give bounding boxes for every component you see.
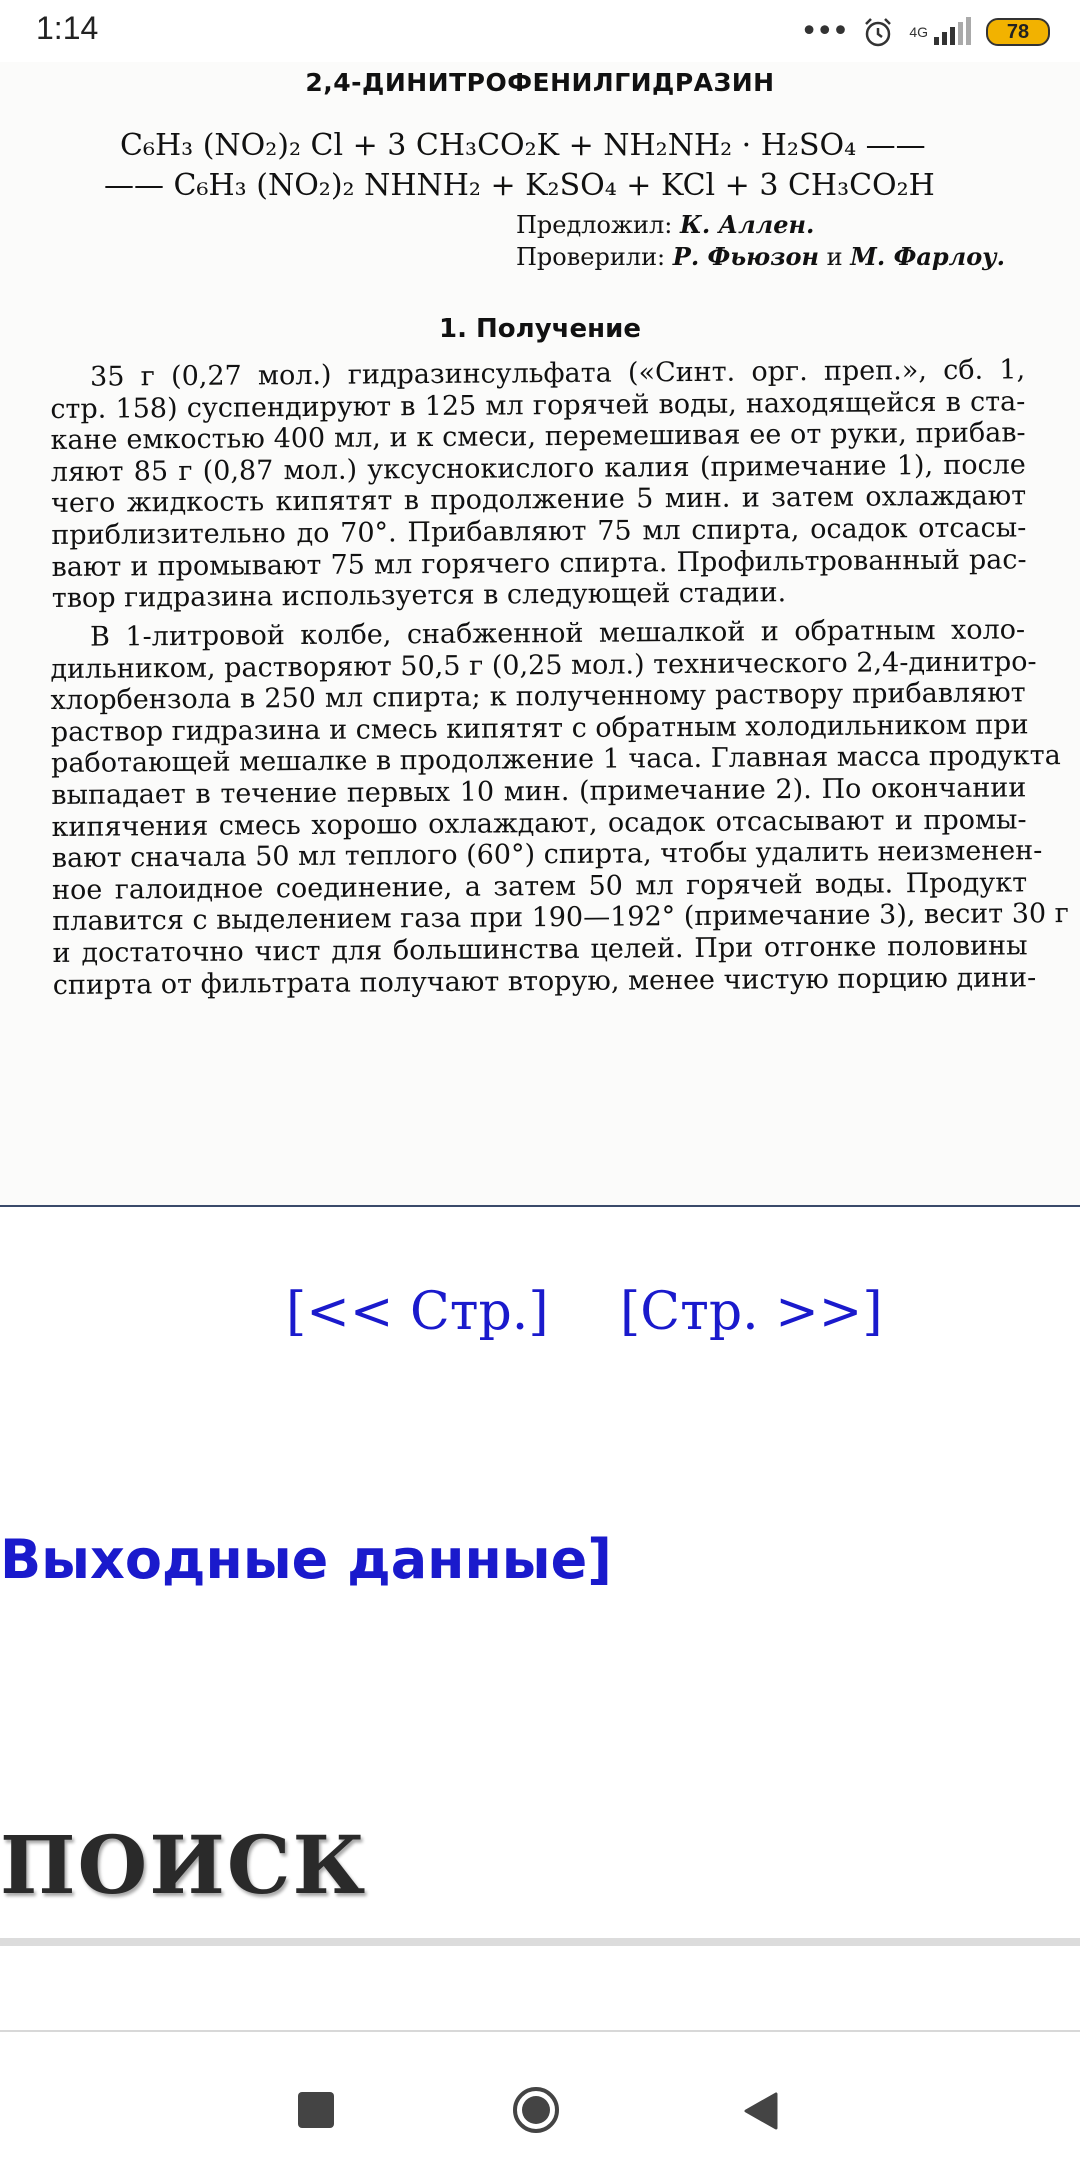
equation-line-2: —— C₆H₃ (NO₂)₂ NHNH₂ + K₂SO₄ + KCl + 3 CH₃CO₂H: [104, 168, 935, 203]
text-line: В 1-литровой колбе, снабженной мешалкой и обратным холо-: [89, 614, 1026, 653]
more-notifications-icon: •••: [800, 14, 848, 49]
equation-line-1: C₆H₃ (NO₂)₂ Cl + 3 CH₃CO₂K + NH₂NH₂ · H₂SO₄ ——: [120, 128, 926, 163]
prev-page-link[interactable]: [<< Стр.]: [286, 1282, 549, 1342]
search-heading: ПОИСК: [0, 1818, 368, 1912]
text-line: стр. 158) суспендируют в 125 мл горячей воды, находящейся в ста-: [50, 385, 1026, 425]
paragraph-2: [50, 614, 1069, 1001]
scanned-page-image: [0, 62, 1080, 1207]
paragraph-1: [50, 354, 1027, 614]
text-line: ляют 85 г (0,87 мол.) уксуснокислого калия (примечание 1), после: [50, 449, 1026, 488]
back-icon[interactable]: [742, 2092, 778, 2134]
text-line: чего жидкость кипятят в продолжение 5 мин. и затем охлаждают: [50, 480, 1027, 520]
text-line: вают сначала 50 мл теплого (60°) спирта, чтобы удалить неизменен-: [51, 835, 1043, 875]
text-line: вают и промывают 75 мл горячего спирта. Профильтрованный рас-: [51, 543, 1027, 583]
text-line: работающей мешалке в продолжение 1 часа. Главная масса продукта: [50, 740, 1061, 780]
compound-title: 2,4-ДИНИТРОФЕНИЛГИДРАЗИН: [305, 68, 775, 97]
checked-by: [516, 242, 1005, 271]
text-line: ное галоидное соединение, а затем 50 мл горячей воды. Продукт: [51, 867, 1028, 906]
battery-icon: [986, 18, 1050, 46]
text-line: твор гидразина используется в следующей стадии.: [51, 577, 787, 615]
checked-author-2: М. Фарлоу.: [850, 242, 1005, 271]
checked-label: Проверили:: [516, 243, 666, 271]
next-page-link[interactable]: [Стр. >>]: [620, 1282, 883, 1342]
signal-icon: [932, 17, 972, 47]
text-line: выпадает в течение первых 10 мин. (примечание 2). По окончании: [51, 772, 1027, 811]
text-line: кипячения смесь хорошо охлаждают, осадок отсасывают и промы-: [51, 803, 1027, 843]
section-title: 1. Получение: [439, 314, 641, 344]
text-line: раствор гидразина и смесь кипятят с обратным холодильником при: [50, 709, 1029, 748]
battery-level: 78: [1006, 20, 1030, 43]
text-line: и достаточно чист для большинства целей. При отгонке половины: [52, 930, 1028, 969]
text-line: плавится с выделением газа при 190—192° (примечание 3), весит 30 г: [52, 898, 1069, 938]
proposed-by: [516, 210, 814, 239]
page-divider: [0, 1205, 1080, 1207]
checked-author-1: Р. Фьюзон: [672, 242, 820, 271]
status-bar: [0, 0, 1080, 62]
recent-apps-icon[interactable]: [298, 2092, 334, 2128]
text-line: 35 г (0,27 мол.) гидразинсульфата («Синт. орг. преп.», сб. 1,: [89, 354, 1026, 393]
status-icons: [800, 14, 1050, 50]
proposed-author: К. Аллен.: [680, 210, 815, 239]
system-nav-bar: [0, 2040, 1080, 2160]
network-type: 4G: [909, 24, 928, 40]
checked-and: и: [826, 243, 843, 271]
output-data-link[interactable]: Выходные данные]: [0, 1528, 612, 1591]
text-line: дильником, растворяют 50,5 г (0,25 мол.) технического 2,4-динитро-: [50, 645, 1037, 685]
home-icon[interactable]: [512, 2086, 560, 2134]
proposed-label: Предложил:: [516, 211, 673, 239]
text-line: кане емкостью 400 мл, и к смеси, перемешивая ее от руки, прибав-: [50, 417, 1026, 457]
alarm-icon: [861, 15, 895, 49]
text-line: спирта от фильтрата получают вторую, менее чистую порцию дини-: [52, 961, 1037, 1001]
status-time: 1:14: [36, 10, 99, 46]
bottom-divider: [0, 2030, 1080, 2032]
text-line: хлорбензола в 250 мл спирта; к полученному раствору прибавляют: [50, 677, 1026, 717]
text-line: приблизительно до 70°. Прибавляют 75 мл спирта, осадок отсасы-: [51, 512, 1027, 551]
search-bar[interactable]: [0, 1938, 1080, 1946]
